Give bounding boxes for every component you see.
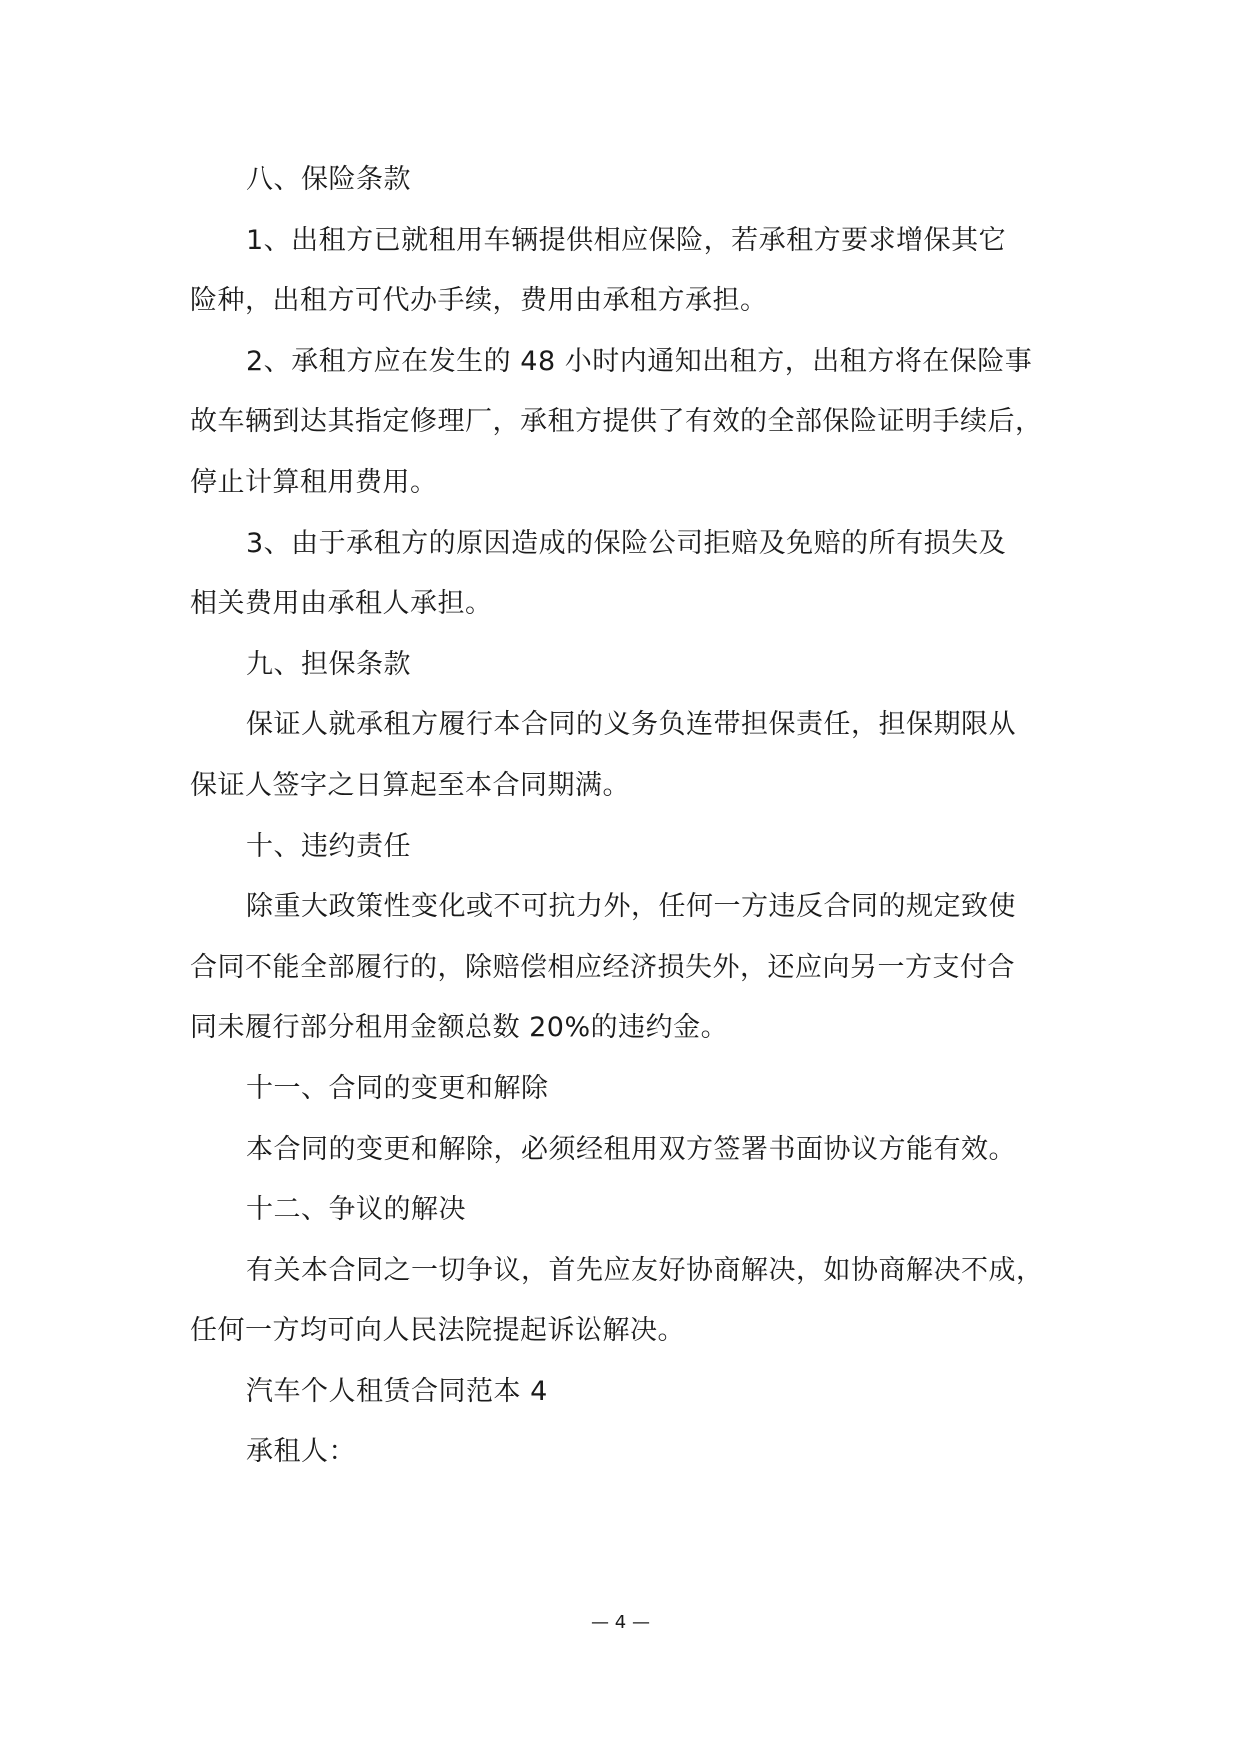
paragraph-line: 有关本合同之一切争议，首先应友好协商解决，如协商解决不成， bbox=[246, 1254, 1044, 1286]
paragraph-line: 1、出租方已就租用车辆提供相应保险，若承租方要求增保其它 bbox=[246, 224, 1007, 256]
paragraph-line: 同未履行部分租用金额总数 20%的违约金。 bbox=[190, 1012, 729, 1044]
paragraph-line: 任何一方均可向人民法院提起诉讼解决。 bbox=[190, 1315, 685, 1347]
paragraph-line: 故车辆到达其指定修理厂，承租方提供了有效的全部保险证明手续后， bbox=[190, 406, 1043, 438]
section-heading-breach: 十、违约责任 bbox=[246, 830, 411, 862]
paragraph-line: 险种，出租方可代办手续，费用由承租方承担。 bbox=[190, 285, 768, 317]
lessee-label: 承租人： bbox=[246, 1436, 356, 1468]
section-heading-insurance: 八、保险条款 bbox=[246, 164, 411, 195]
section-heading-guarantee: 九、担保条款 bbox=[246, 648, 411, 680]
paragraph-line: 3、由于承租方的原因造成的保险公司拒赔及免赔的所有损失及 bbox=[246, 527, 1007, 559]
section-heading-dispute: 十二、争议的解决 bbox=[246, 1194, 466, 1226]
section-heading-amendment: 十一、合同的变更和解除 bbox=[246, 1072, 549, 1104]
paragraph-line: 本合同的变更和解除，必须经租用双方签署书面协议方能有效。 bbox=[246, 1133, 1016, 1165]
paragraph-line: 保证人签字之日算起至本合同期满。 bbox=[190, 769, 630, 801]
document-body bbox=[190, 150, 1080, 1483]
paragraph-line: 除重大政策性变化或不可抗力外，任何一方违反合同的规定致使 bbox=[246, 891, 1016, 923]
paragraph-line: 保证人就承租方履行本合同的义务负连带担保责任，担保期限从 bbox=[246, 709, 1016, 741]
paragraph-line: 2、承租方应在发生的 48 小时内通知出租方，出租方将在保险事 bbox=[246, 345, 1033, 377]
paragraph-line: 合同不能全部履行的，除赔偿相应经济损失外，还应向另一方支付合 bbox=[190, 951, 1015, 983]
paragraph-line: 相关费用由承租人承担。 bbox=[190, 588, 493, 620]
page-number: — 4 — bbox=[591, 1612, 650, 1633]
paragraph-line: 停止计算租用费用。 bbox=[190, 466, 438, 498]
contract-title: 汽车个人租赁合同范本 4 bbox=[246, 1375, 548, 1407]
